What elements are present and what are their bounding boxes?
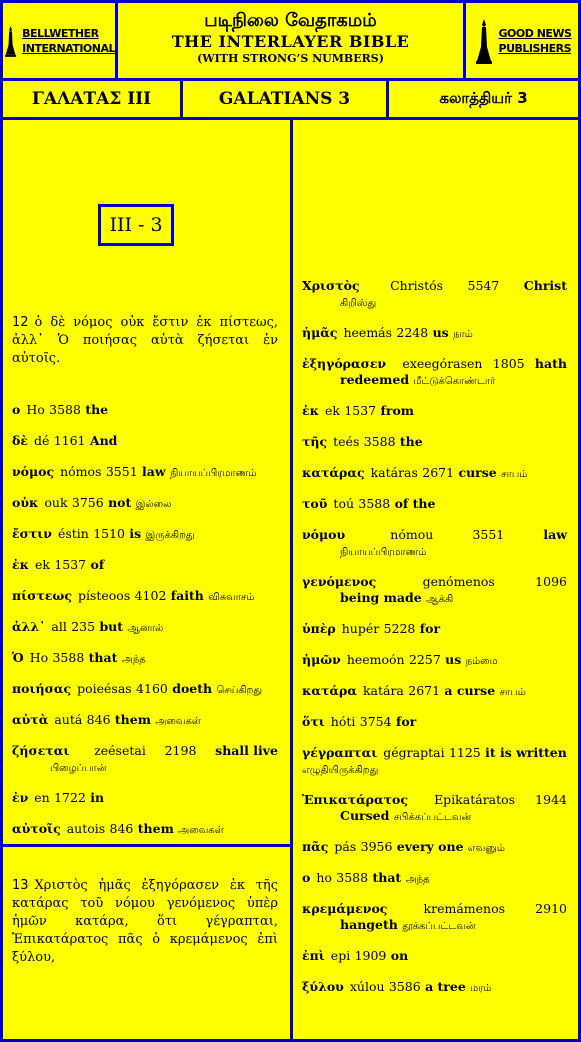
english-gloss: them: [114, 712, 151, 727]
transliteration: epi: [330, 948, 351, 963]
english-gloss: in: [90, 790, 105, 805]
word-entry: [12, 557, 278, 575]
word-entry: [12, 821, 278, 839]
word-entry: [302, 527, 567, 561]
transliteration: dé: [33, 433, 50, 448]
word-entry: [12, 712, 278, 730]
greek-word: Χριστὸς: [302, 278, 360, 293]
word-entry: [12, 790, 278, 808]
strongs-number: 1125: [448, 745, 481, 760]
transliteration: kremámenos: [423, 901, 506, 916]
english-gloss: law: [142, 464, 166, 479]
good-news-logo-text: GOOD NEWS PUBLISHERS: [498, 26, 572, 55]
greek-word: ἐξηγόρασεν: [302, 356, 387, 371]
transliteration: pás: [334, 839, 357, 854]
strongs-number: 1722: [54, 790, 86, 805]
verse-number: 13: [12, 878, 29, 893]
english-gloss: every one: [396, 839, 464, 854]
book-english-label: GALATIANS 3: [218, 89, 351, 109]
english-gloss: us: [445, 652, 462, 667]
bellwether-logo-icon: [3, 17, 18, 65]
word-entry: [302, 683, 567, 701]
english-gloss: hath: [534, 356, 567, 371]
strongs-number: 2257: [408, 652, 441, 667]
tamil-gloss: விசுவாசம்: [208, 592, 255, 603]
word-entry: [12, 743, 278, 777]
greek-word: οὐκ: [12, 495, 39, 510]
english-gloss: that: [372, 870, 402, 885]
chapter-label: [98, 204, 174, 246]
strongs-number: 4160: [136, 681, 168, 696]
english-gloss: a curse: [444, 683, 496, 698]
transliteration: hóti: [330, 714, 356, 729]
english-gloss: the: [85, 402, 109, 417]
greek-word: ο: [12, 402, 21, 417]
chapter-label-text: III - 3: [109, 214, 163, 236]
greek-word: πίστεως: [12, 588, 72, 603]
greek-word: τῆς: [302, 434, 328, 449]
transliteration: autá: [54, 712, 83, 727]
greek-word: ἐκ: [12, 557, 29, 572]
greek-word: νόμος: [12, 464, 55, 479]
strongs-number: 5228: [383, 621, 416, 636]
word-entry: [12, 526, 278, 544]
verse-text: ὁ δὲ νόμος οὐκ ἔστιν ἐκ πίστεως, ἀλλ᾽ Ὁ ποιήσας αὐτὰ ζήσεται ἐν αὐτοῖς.: [12, 315, 278, 366]
transliteration: en: [34, 790, 50, 805]
word-entry: [302, 621, 567, 639]
greek-word: αὐτοῖς: [12, 821, 61, 836]
strongs-number: 3956: [360, 839, 393, 854]
transliteration: genómenos: [422, 574, 495, 589]
word-entry: [302, 948, 567, 966]
tamil-gloss: தூக்கப்பட்டவன்: [402, 921, 476, 932]
greek-word: ο: [302, 870, 311, 885]
english-gloss: And: [89, 433, 118, 448]
transliteration: ho: [316, 870, 332, 885]
greek-word: ἔστιν: [12, 526, 52, 541]
english-gloss: shall live: [215, 743, 278, 758]
transliteration: zeésetai: [94, 743, 146, 758]
tamil-gloss: மரம்: [470, 983, 492, 994]
strongs-number: 1805: [492, 356, 525, 371]
english-gloss: of: [90, 557, 105, 572]
strongs-number: 3586: [388, 979, 421, 994]
english-gloss: curse: [458, 465, 497, 480]
word-entry: [12, 402, 278, 420]
word-entry: [12, 495, 278, 513]
tamil-gloss: நாம்: [453, 329, 473, 340]
greek-word: ἐν: [12, 790, 29, 805]
english-gloss: us: [432, 325, 449, 340]
word-entry: [12, 464, 278, 482]
tamil-gloss: ஆனால்: [127, 623, 164, 634]
transliteration: katára: [362, 683, 404, 698]
transliteration: xúlou: [349, 979, 385, 994]
word-entry: [302, 745, 567, 779]
transliteration: Christós: [390, 278, 444, 293]
verse12-word-list: [12, 402, 278, 852]
transliteration: poieésas: [77, 681, 132, 696]
word-entry: [302, 792, 567, 826]
transliteration: ek: [34, 557, 50, 572]
greek-word: ἡμῶν: [302, 652, 341, 667]
greek-word: ἀλλ᾽: [12, 619, 46, 634]
transliteration: Ho: [29, 650, 49, 665]
transliteration: nómou: [390, 527, 434, 542]
transliteration: heemás: [343, 325, 393, 340]
verse-13: [12, 877, 278, 967]
tamil-gloss: கிறிஸ்து: [340, 298, 377, 309]
english-gloss: a tree: [425, 979, 466, 994]
english-gloss: of the: [394, 496, 436, 511]
english-gloss: Cursed: [340, 808, 390, 823]
word-entry: [302, 403, 567, 421]
strongs-number: 235: [71, 619, 96, 634]
tamil-gloss: அந்த: [405, 874, 430, 885]
greek-word: Ὁ: [12, 650, 24, 665]
tamil-gloss: அவைகள்: [155, 716, 201, 727]
greek-word: τοῦ: [302, 496, 328, 511]
english-gloss: for: [419, 621, 441, 636]
tamil-gloss: அந்த: [121, 654, 146, 665]
strongs-number: 1909: [354, 948, 387, 963]
transliteration: toú: [333, 496, 355, 511]
greek-word: γέγραπται: [302, 745, 378, 760]
english-gloss: them: [137, 821, 174, 836]
verse-text: Χριστὸς ἡμᾶς ἐξηγόρασεν ἐκ τῆς κατάρας τοῦ νόμου γενόμενος ὑπὲρ ἡμῶν κατάρα, ὅτι γέγραπται, Ἐπικατάρατος πᾶς ὁ κρεμάμενος ἐπὶ ξύλου,: [12, 878, 278, 965]
bellwether-logo-text: BELLWETHER INTERNATIONAL: [22, 26, 115, 55]
transliteration: heemoón: [346, 652, 405, 667]
english-gloss: Christ: [523, 278, 567, 293]
greek-word: ποιήσας: [12, 681, 72, 696]
tamil-gloss: சாபம்: [501, 469, 528, 480]
english-gloss-continued: redeemed: [340, 372, 414, 387]
book-tamil-label: கலாத்தியர் 3: [439, 89, 528, 107]
english-gloss: on: [390, 948, 409, 963]
tamil-gloss: நியாயப்பிரமாணம்: [340, 547, 427, 558]
word-entry: [302, 652, 567, 670]
greek-word: ὑπὲρ: [302, 621, 336, 636]
word-entry: [302, 496, 567, 514]
transliteration: exeegórasen: [402, 356, 483, 371]
title-english: THE INTERLAYER BIBLE: [171, 32, 410, 51]
title-tamil: படிநிலை வேதாகமம்: [204, 10, 377, 31]
transliteration: ouk: [44, 495, 68, 510]
title-box: [115, 0, 466, 81]
word-entry: [302, 979, 567, 997]
tamil-gloss: இல்லை: [135, 499, 172, 510]
english-gloss: from: [380, 403, 415, 418]
word-entry: [12, 650, 278, 668]
greek-word: ξύλου: [302, 979, 344, 994]
strongs-number: 3551: [472, 527, 505, 542]
greek-word: ὅτι: [302, 714, 325, 729]
verse13-word-list: [302, 278, 567, 1010]
strongs-number: 846: [109, 821, 134, 836]
good-news-logo-icon: [473, 17, 495, 65]
word-entry: [302, 356, 567, 390]
title-subtitle: (WITH STRONG’S NUMBERS): [197, 52, 384, 65]
greek-word: ἡμᾶς: [302, 325, 338, 340]
book-greek-label: ΓΑΛΑΤΑΣ III: [31, 89, 152, 109]
greek-word: ἐκ: [302, 403, 319, 418]
word-entry: [302, 714, 567, 732]
tamil-gloss: நம்மை: [465, 656, 498, 667]
strongs-number: 1537: [54, 557, 87, 572]
tamil-gloss: ஆக்கி: [426, 594, 454, 605]
word-entry: [12, 433, 278, 451]
word-entry: [302, 325, 567, 343]
transliteration: písteoos: [77, 588, 131, 603]
greek-word: ζήσεται: [12, 743, 70, 758]
word-entry: [302, 839, 567, 857]
tamil-gloss: நியாயப்பிரமாணம்: [169, 468, 257, 479]
word-entry: [12, 588, 278, 606]
english-gloss: faith: [170, 588, 204, 603]
english-gloss: doeth: [172, 681, 213, 696]
tamil-gloss: பிழைப்பான்: [50, 763, 107, 774]
bellwether-logo: [0, 0, 118, 81]
strongs-number: 1161: [53, 433, 86, 448]
tamil-gloss: இருக்கிறது: [145, 530, 195, 541]
word-entry: [302, 901, 567, 935]
strongs-number: 3754: [359, 714, 392, 729]
strongs-number: 4102: [134, 588, 167, 603]
strongs-number: 3588: [363, 434, 396, 449]
word-entry: [302, 465, 567, 483]
strongs-number: 2248: [396, 325, 429, 340]
tamil-gloss: எவனும்: [467, 843, 505, 854]
strongs-number: 1096: [535, 574, 567, 589]
english-gloss: being made: [340, 590, 422, 605]
transliteration: autois: [66, 821, 106, 836]
strongs-number: 3551: [105, 464, 138, 479]
book-greek: [0, 78, 183, 120]
english-gloss: but: [99, 619, 124, 634]
greek-word: κρεμάμενος: [302, 901, 388, 916]
strongs-number: 846: [86, 712, 111, 727]
english-gloss: not: [108, 495, 132, 510]
strongs-number: 2198: [164, 743, 197, 758]
english-gloss: the: [399, 434, 423, 449]
transliteration: teés: [333, 434, 360, 449]
tamil-gloss: சபிக்கப்பட்டவன்: [393, 812, 472, 823]
strongs-number: 3756: [71, 495, 104, 510]
english-gloss: it is written: [485, 745, 567, 760]
greek-word: νόμου: [302, 527, 346, 542]
verse-number: 12: [12, 315, 29, 330]
word-entry: [302, 870, 567, 888]
strongs-number: 5547: [467, 278, 500, 293]
transliteration: katáras: [370, 465, 418, 480]
word-entry: [302, 434, 567, 452]
english-gloss: law: [543, 527, 567, 542]
transliteration: gégraptai: [383, 745, 445, 760]
transliteration: hupér: [341, 621, 380, 636]
english-gloss: hangeth: [340, 917, 398, 932]
strongs-number: 2910: [535, 901, 567, 916]
english-gloss: for: [395, 714, 417, 729]
transliteration: Epikatáratos: [434, 792, 516, 807]
strongs-number: 2671: [422, 465, 455, 480]
word-entry: [302, 574, 567, 608]
transliteration: Ho: [26, 402, 45, 417]
strongs-number: 3588: [358, 496, 391, 511]
greek-word: γενόμενος: [302, 574, 377, 589]
strongs-number: 1537: [344, 403, 377, 418]
strongs-number: 3588: [336, 870, 369, 885]
verse-12: [12, 314, 278, 368]
english-gloss: is: [129, 526, 142, 541]
good-news-logo: [463, 0, 581, 81]
word-entry: [302, 278, 567, 312]
greek-word: κατάρας: [302, 465, 365, 480]
strongs-number: 3588: [49, 402, 81, 417]
word-entry: [12, 619, 278, 637]
transliteration: nómos: [60, 464, 102, 479]
tamil-gloss: அவைகள்: [178, 825, 224, 836]
strongs-number: 1510: [93, 526, 126, 541]
book-tamil: [386, 78, 581, 120]
tamil-gloss: மீட்டுக்கொண்டார்: [413, 376, 496, 387]
word-entry: [12, 681, 278, 699]
tamil-gloss: செய்கிறது: [216, 685, 263, 696]
english-gloss: that: [88, 650, 118, 665]
tamil-gloss: சாபம்: [499, 687, 526, 698]
greek-word: πᾶς: [302, 839, 329, 854]
strongs-number: 1944: [535, 792, 567, 807]
transliteration: all: [51, 619, 67, 634]
greek-word: αὐτὰ: [12, 712, 49, 727]
book-english: [180, 78, 389, 120]
transliteration: ek: [324, 403, 340, 418]
greek-word: ἐπὶ: [302, 948, 325, 963]
strongs-number: 3588: [52, 650, 85, 665]
tamil-gloss: எழுதியிருக்கிறது: [302, 765, 379, 776]
greek-word: δὲ: [12, 433, 28, 448]
strongs-number: 2671: [408, 683, 441, 698]
greek-word: κατάρα: [302, 683, 357, 698]
greek-word: Ἐπικατάρατος: [302, 792, 408, 807]
transliteration: éstin: [57, 526, 89, 541]
